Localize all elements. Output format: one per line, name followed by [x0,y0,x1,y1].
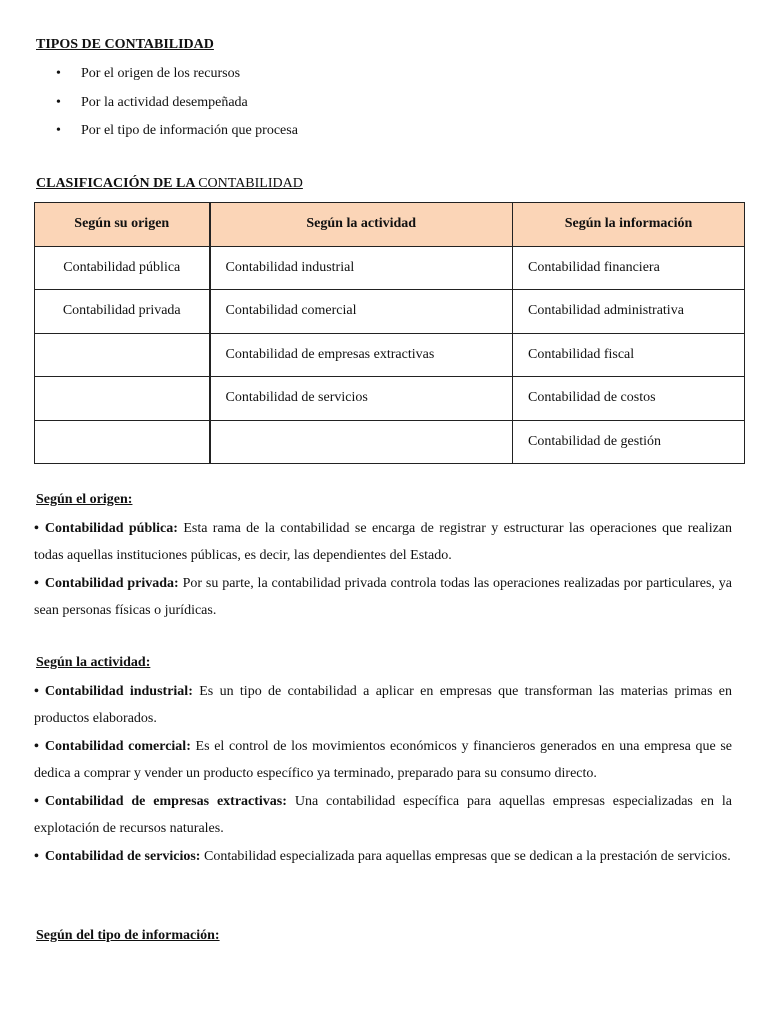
clasificacion-heading-a: CLASIFICACIÓN DE LA [36,176,199,191]
definition: Por su parte, la contabilidad privada controla todas las operaciones realizadas por particulares, ya sean personas físicas o jurídicas. [34,576,732,618]
definition: Es un tipo de contabilidad a aplicar en empresas que transforman las materias primas en productos elaborados. [34,684,732,726]
table-row [35,333,745,377]
table-header-row [35,203,745,247]
bullet-glyph: • [34,521,39,536]
actividad-item-industrial [34,678,732,732]
term: Contabilidad comercial: [44,739,191,754]
actividad-heading: Según la actividad: [36,655,151,670]
table-cell: Contabilidad de servicios [210,377,513,421]
list-item: • Por la actividad desempeñada [36,91,298,120]
table-cell: Contabilidad financiera [513,246,745,290]
origen-item-publica [34,515,732,569]
table-cell: Contabilidad comercial [210,290,513,334]
table-cell: Contabilidad administrativa [513,290,745,334]
bullet-glyph: • [34,739,39,754]
table-cell [210,420,513,464]
table-cell: Contabilidad privada [35,290,210,334]
table-row [35,420,745,464]
bullet-glyph: • [34,849,39,864]
definition: Esta rama de la contabilidad se encarga de registrar y estructurar las operaciones que realizan todas aquellas instituciones públicas, es decir, las dependientes del Estado. [34,521,733,563]
table-row [35,377,745,421]
table-cell: Contabilidad de empresas extractivas [210,333,513,377]
table-cell: Contabilidad de gestión [513,420,745,464]
table-row [35,290,745,334]
term: Contabilidad privada: [44,576,179,591]
tipos-list [36,62,298,148]
informacion-heading: Según del tipo de información: [36,928,220,943]
definition: Es el control de los movimientos económicos y financieros generados en una empresa que se dedica a comprar y vender un producto específico ya terminado, preparado para su consumo directo. [34,739,733,781]
table-cell: Contabilidad industrial [210,246,513,290]
actividad-item-servicios [34,843,732,870]
term: Contabilidad de empresas extractivas: [44,794,287,809]
term: Contabilidad industrial: [44,684,193,699]
tipos-heading: TIPOS DE CONTABILIDAD [36,37,214,52]
table-cell [35,333,210,377]
term: Contabilidad de servicios: [44,849,201,864]
actividad-item-extractivas [34,788,732,842]
list-item: • Por el tipo de información que procesa [36,119,298,148]
origen-heading: Según el origen: [36,492,133,507]
actividad-item-comercial [34,733,732,787]
clasificacion-heading-b: CONTABILIDAD [198,176,303,191]
table-cell: Contabilidad de costos [513,377,745,421]
clasificacion-heading [36,176,303,192]
bullet-glyph: • [34,794,39,809]
table-row [35,246,745,290]
term: Contabilidad pública: [44,521,178,536]
table-cell [35,377,210,421]
bullet-glyph: • [34,684,39,699]
table-cell: Contabilidad pública [35,246,210,290]
definition: Una contabilidad específica para aquellas empresas especializadas en la explotación de recursos naturales. [34,794,732,836]
table-cell: Contabilidad fiscal [513,333,745,377]
clasificacion-table [34,202,745,464]
header-origen: Según su origen [35,203,210,247]
definition: Contabilidad especializada para aquellas empresas que se dedican a la prestación de servicios. [203,849,731,864]
bullet-glyph: • [34,576,39,591]
header-actividad: Según la actividad [210,203,513,247]
origen-item-privada [34,570,732,624]
header-informacion: Según la información [513,203,745,247]
list-item: • Por el origen de los recursos [36,62,298,91]
table-cell [35,420,210,464]
